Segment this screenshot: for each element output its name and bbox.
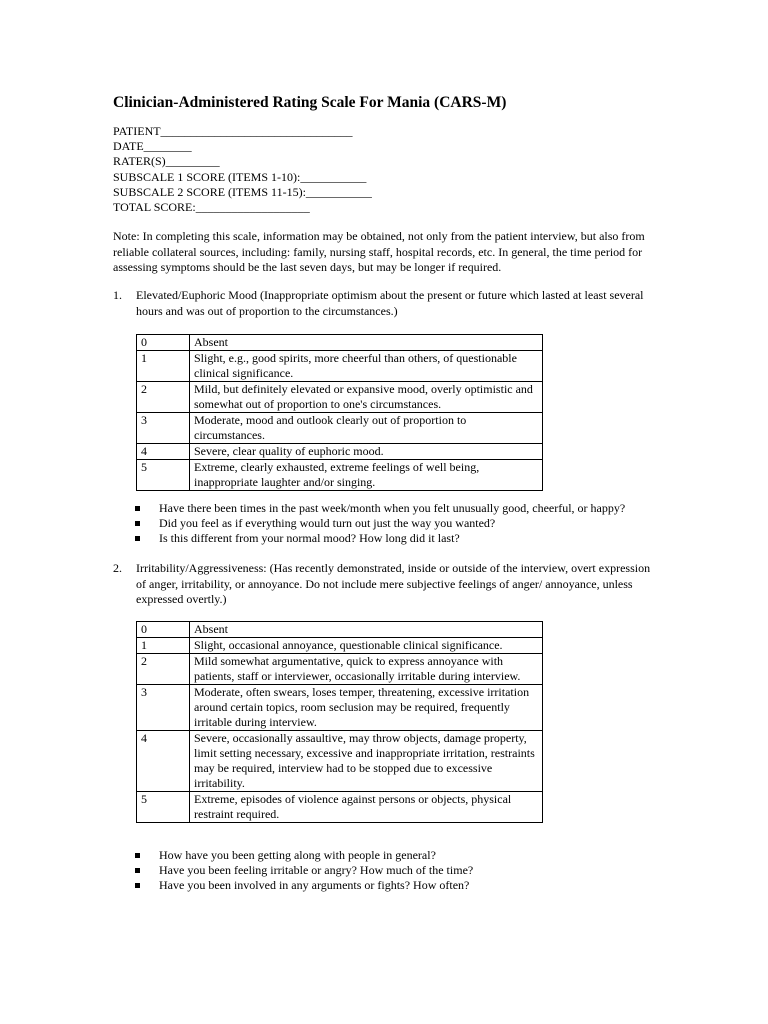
item-1-rating-table <box>136 334 543 491</box>
score-cell: 2 <box>137 654 190 685</box>
question-text: Did you feel as if everything would turn out just the way you wanted? <box>159 516 496 530</box>
item-1-questions <box>113 501 673 546</box>
bullet-square-icon <box>135 521 140 526</box>
description-cell: Moderate, mood and outlook clearly out of proportion to circumstances. <box>190 413 543 444</box>
item-2-rating-table <box>136 621 543 823</box>
item-number: 1. <box>113 288 122 302</box>
question-text: Have you been feeling irritable or angry? How much of the time? <box>159 863 474 877</box>
subscale2-field: SUBSCALE 2 SCORE (ITEMS 11-15):___________ <box>113 184 372 199</box>
table-row <box>137 654 543 685</box>
header-fields <box>113 124 372 215</box>
score-cell: 0 <box>137 622 190 638</box>
description-cell: Absent <box>190 622 543 638</box>
description-cell: Moderate, often swears, loses temper, threatening, excessive irritation around certain topics, room seclusion may be required, frequently irritable during interview. <box>190 685 543 731</box>
score-cell: 5 <box>137 792 190 823</box>
subscale1-field: SUBSCALE 1 SCORE (ITEMS 1-10):___________ <box>113 169 367 184</box>
table-row <box>137 685 543 731</box>
score-cell: 2 <box>137 382 190 413</box>
question-text: How have you been getting along with people in general? <box>159 848 436 862</box>
list-item <box>113 501 673 516</box>
item-description: Elevated/Euphoric Mood (Inappropriate optimism about the present or future which lasted at least several hours and was out of proportion to the circumstances.) <box>136 288 644 318</box>
list-item <box>113 531 673 546</box>
score-cell: 4 <box>137 731 190 792</box>
total-score-field: TOTAL SCORE:___________________ <box>113 200 310 215</box>
item-2-heading <box>113 561 653 608</box>
description-cell: Slight, e.g., good spirits, more cheerful than others, of questionable clinical significance. <box>190 351 543 382</box>
list-item <box>113 878 673 893</box>
table-row <box>137 351 543 382</box>
rater-field: RATER(S)_________ <box>113 154 220 169</box>
list-item <box>113 863 673 878</box>
score-cell: 0 <box>137 335 190 351</box>
description-cell: Extreme, clearly exhausted, extreme feelings of well being, inappropriate laughter and/or singing. <box>190 460 543 491</box>
score-cell: 1 <box>137 638 190 654</box>
bullet-square-icon <box>135 883 140 888</box>
instructions-note: Note: In completing this scale, information may be obtained, not only from the patient interview, but also from reliable collateral sources, including: family, nursing staff, hospital records, etc. In general, the time period for assessing symptoms should be the last seven days, but may be longer if required. <box>113 229 645 274</box>
description-cell: Mild somewhat argumentative, quick to express annoyance with patients, staff or interviewer, occasionally irritable during interview. <box>190 654 543 685</box>
table-row <box>137 382 543 413</box>
table-row <box>137 622 543 638</box>
description-cell: Absent <box>190 335 543 351</box>
table-row <box>137 444 543 460</box>
patient-field: PATIENT________________________________ <box>113 124 353 138</box>
table-row <box>137 731 543 792</box>
bullet-square-icon <box>135 868 140 873</box>
table-row <box>137 460 543 491</box>
table-row <box>137 335 543 351</box>
description-cell: Severe, clear quality of euphoric mood. <box>190 444 543 460</box>
question-text: Is this different from your normal mood? How long did it last? <box>159 531 460 545</box>
table-row <box>137 413 543 444</box>
score-cell: 3 <box>137 413 190 444</box>
table-row <box>137 638 543 654</box>
item-description: Irritability/Aggressiveness: (Has recently demonstrated, inside or outside of the interview, overt expression of anger, irritability, or annoyance. Do not include mere subjective feelings of anger/ annoyance, unless expressed overtly.) <box>136 561 651 606</box>
bullet-square-icon <box>135 853 140 858</box>
bullet-square-icon <box>135 536 140 541</box>
score-cell: 3 <box>137 685 190 731</box>
score-cell: 1 <box>137 351 190 382</box>
item-1-heading <box>113 288 653 319</box>
item-2-questions <box>113 848 673 893</box>
question-text: Have there been times in the past week/month when you felt unusually good, cheerful, or happy? <box>159 501 626 515</box>
score-cell: 5 <box>137 460 190 491</box>
table-row <box>137 792 543 823</box>
bullet-square-icon <box>135 506 140 511</box>
description-cell: Extreme, episodes of violence against persons or objects, physical restraint required. <box>190 792 543 823</box>
item-number: 2. <box>113 561 122 575</box>
list-item <box>113 848 673 863</box>
description-cell: Severe, occasionally assaultive, may throw objects, damage property, limit setting necessary, excessive and inappropriate irritation, restraints may be required, interview had to be stopped due to excessive irritability. <box>190 731 543 792</box>
date-field: DATE________ <box>113 139 192 154</box>
question-text: Have you been involved in any arguments or fights? How often? <box>159 878 470 892</box>
description-cell: Mild, but definitely elevated or expansive mood, overly optimistic and somewhat out of proportion to one's circumstances. <box>190 382 543 413</box>
list-item <box>113 516 673 531</box>
description-cell: Slight, occasional annoyance, questionable clinical significance. <box>190 638 543 654</box>
page-title: Clinician-Administered Rating Scale For Mania (CARS-M) <box>113 94 507 111</box>
score-cell: 4 <box>137 444 190 460</box>
